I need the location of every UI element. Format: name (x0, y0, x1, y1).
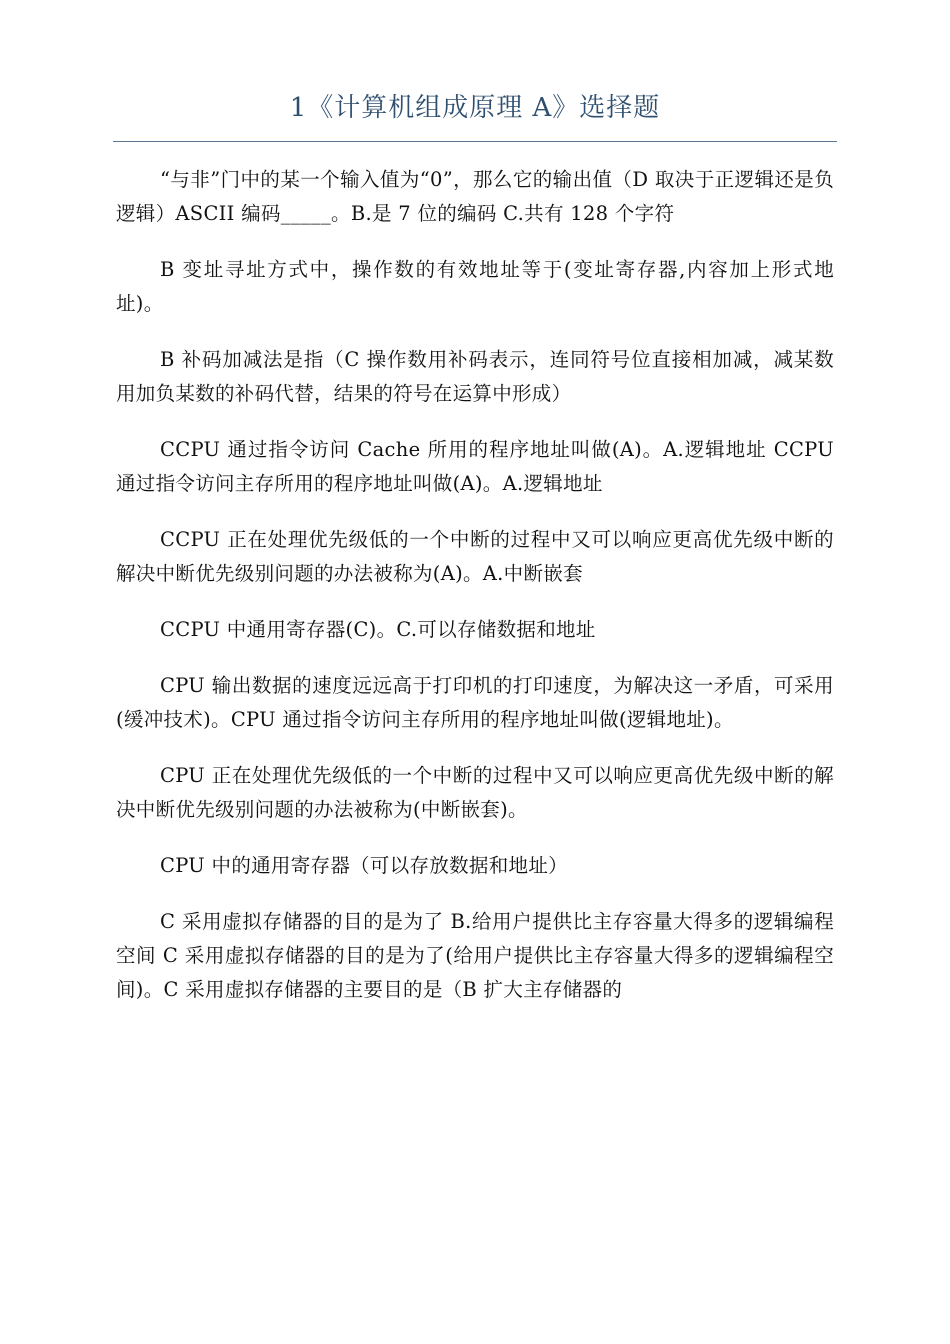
paragraph-1: “与非”门中的某一个输入值为“0”，那么它的输出值（D 取决于正逻辑还是负逻辑）ASCII 编码_____。B.是 7 位的编码 C.共有 128 个字符 (116, 168, 834, 225)
paragraph-5: CCPU 正在处理优先级低的一个中断的过程中又可以响应更高优先级中断的解决中断优先级别问题的办法被称为(A)。A.中断嵌套 (116, 528, 834, 585)
paragraph-6: CCPU 中通用寄存器(C)。C.可以存储数据和地址 (160, 618, 596, 641)
paragraph-7: CPU 输出数据的速度远远高于打印机的打印速度，为解决这一矛盾，可采用(缓冲技术)。CPU 通过指令访问主存所用的程序地址叫做(逻辑地址)。 (116, 674, 834, 731)
page-title: 1《计算机组成原理 A》选择题 (289, 93, 661, 123)
document-body (116, 163, 834, 1029)
title-underline (113, 141, 837, 142)
paragraph-8: CPU 正在处理优先级低的一个中断的过程中又可以响应更高优先级中断的解决中断优先级别问题的办法被称为(中断嵌套)。 (116, 764, 834, 821)
paragraph-10: C 采用虚拟存储器的目的是为了 B.给用户提供比主存容量大得多的逻辑编程空间 C 采用虚拟存储器的目的是为了(给用户提供比主存容量大得多的逻辑编程空间)。C 采用虚拟存储器的主要目的是（B 扩大主存储器的 (116, 910, 834, 1001)
paragraph-4: CCPU 通过指令访问 Cache 所用的程序地址叫做(A)。A.逻辑地址 CCPU 通过指令访问主存所用的程序地址叫做(A)。A.逻辑地址 (116, 438, 834, 495)
paragraph-9: CPU 中的通用寄存器（可以存放数据和地址） (160, 854, 568, 877)
paragraph-2: B 变址寻址方式中，操作数的有效地址等于(变址寄存器,内容加上形式地址)。 (116, 258, 834, 315)
paragraph-3: B 补码加减法是指（C 操作数用补码表示，连同符号位直接相加减，减某数用加负某数的补码代替，结果的符号在运算中形成） (116, 348, 834, 405)
